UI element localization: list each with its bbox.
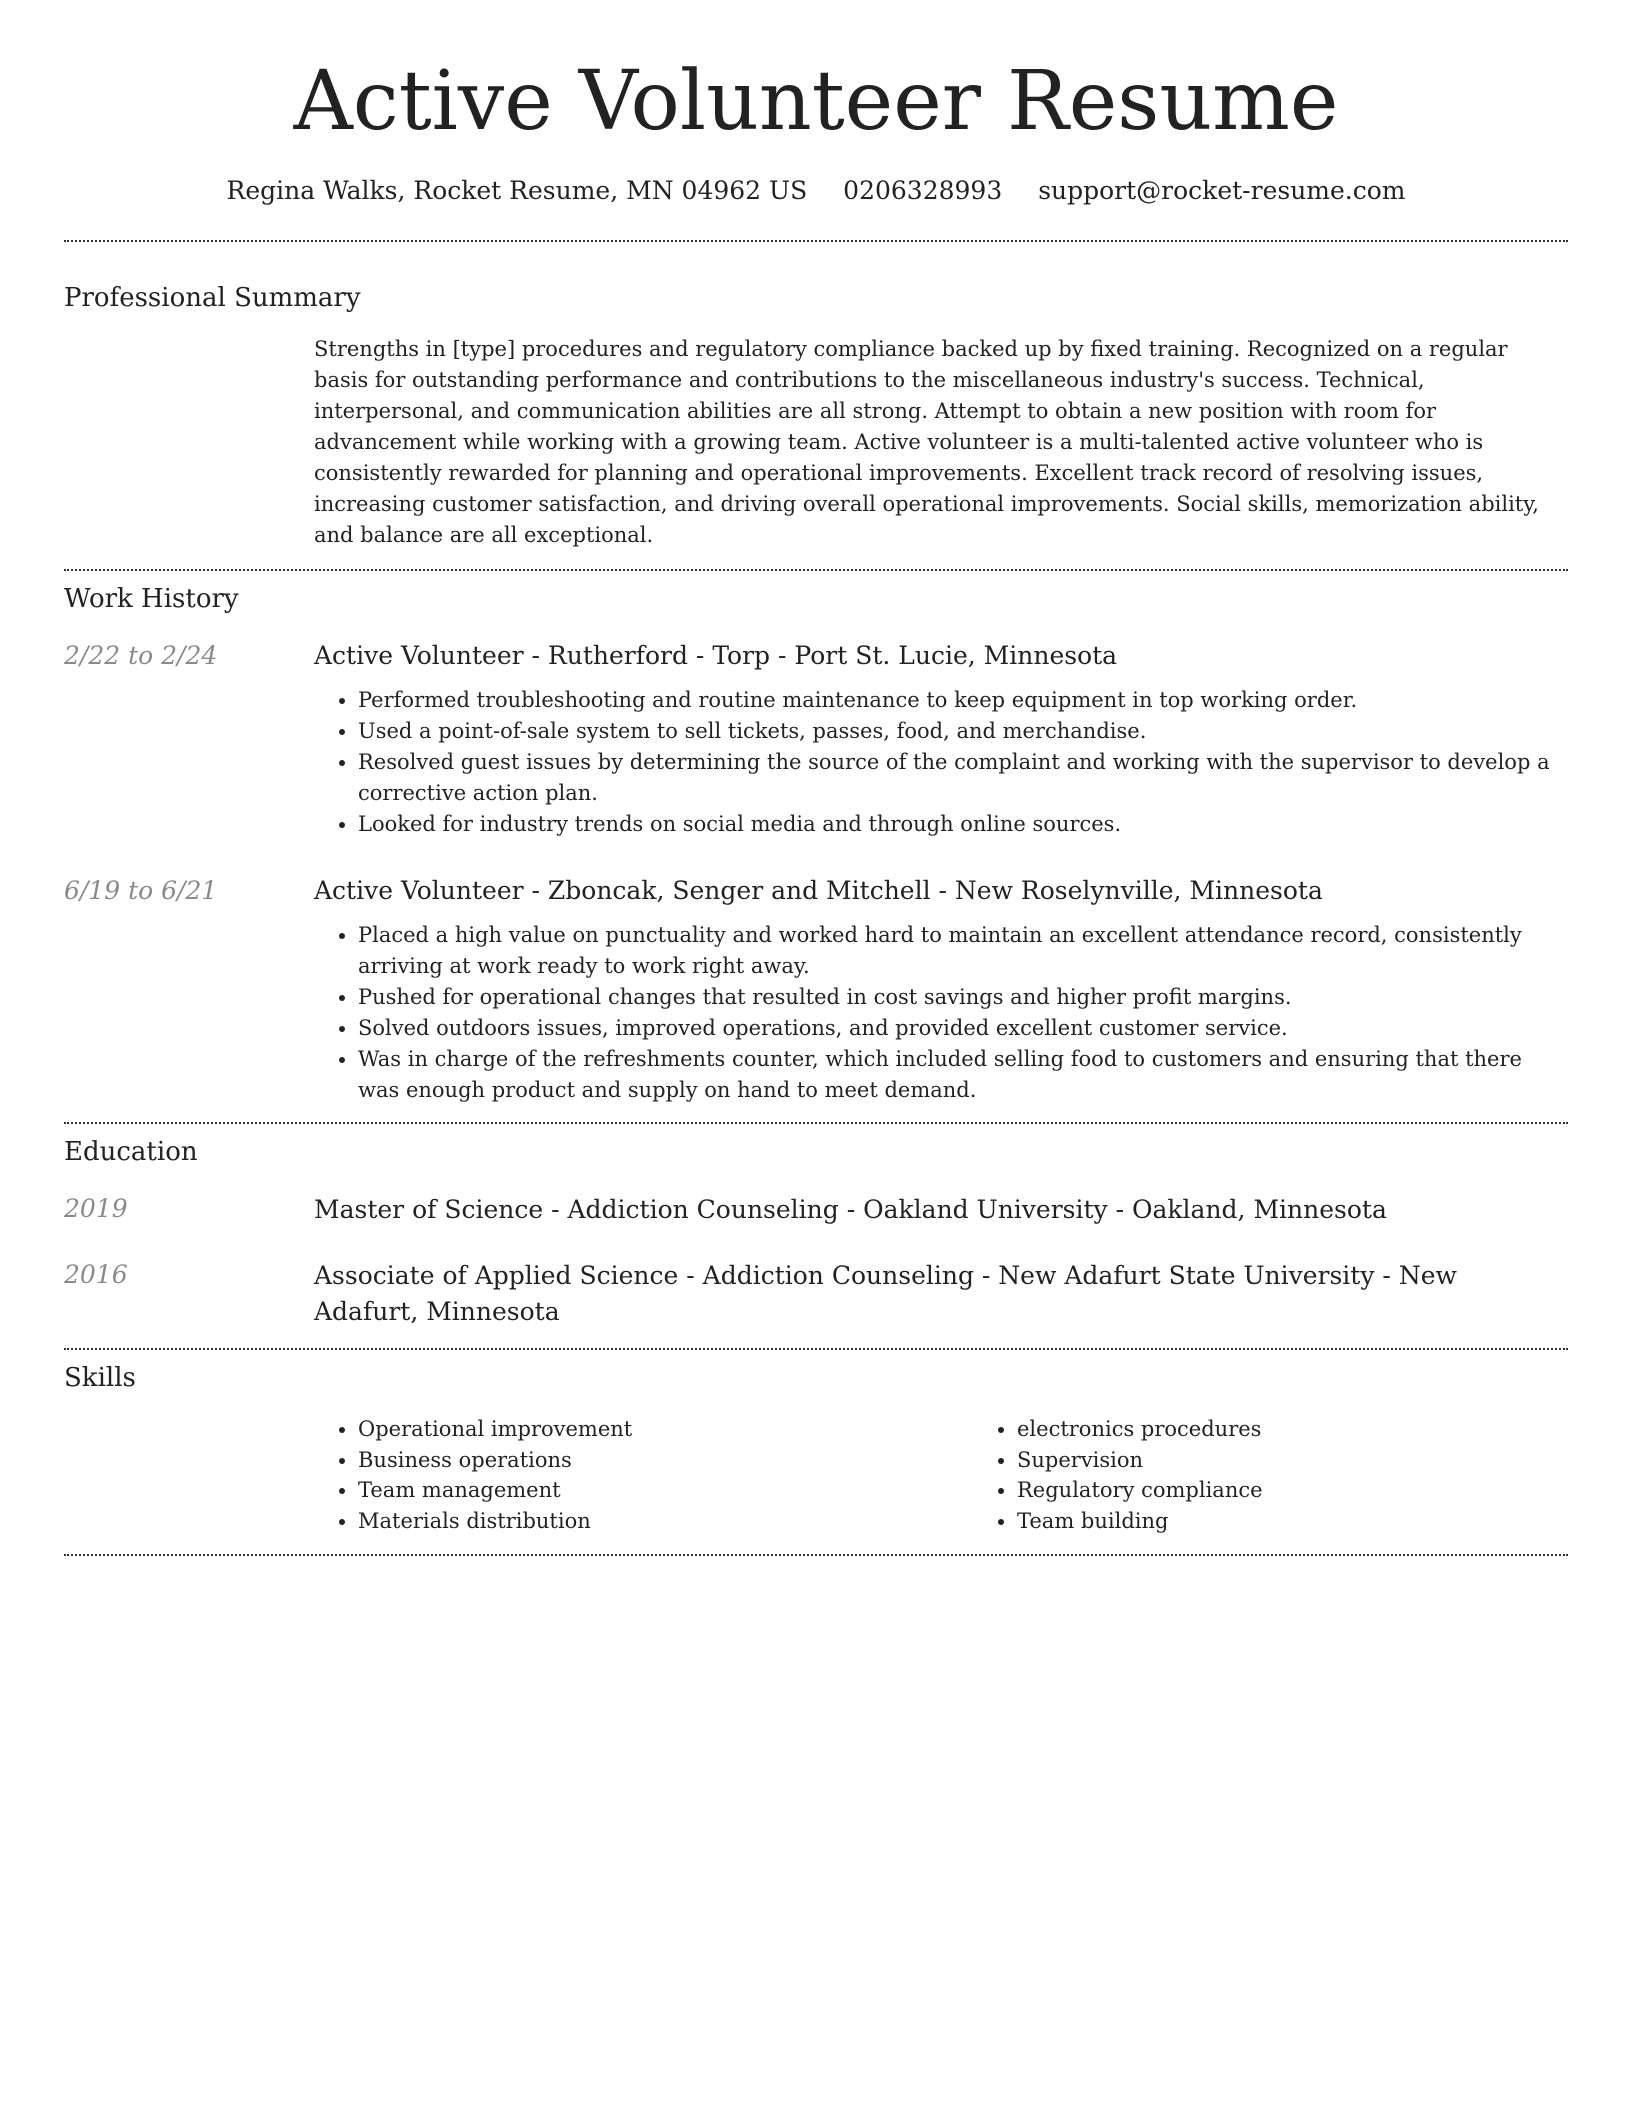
divider (64, 240, 1568, 242)
education-title: Associate of Applied Science - Addiction Counseling - New Adafurt State University - New Adafurt, Minnesota (314, 1261, 1457, 1326)
job-bullet: • Used a point-of-sale system to sell tickets, passes, food, and merchandise. (358, 716, 1568, 747)
summary-text: Strengths in [type] procedures and regulatory compliance backed up by fixed training. Recognized on a regular basis for outstanding performance and contributions to the miscellaneous industry's success. Technical, interpersonal, and communication abilities are all strong. Attempt to obtain a new position with room for advancement while working with a growing team. Active volunteer is a multi-talented active volunteer who is consistently rewarded for planning and operational improvements. Excellent track record of resolving issues, increasing customer satisfaction, and driving overall operational improvements. Social skills, memorization ability, and balance are all exceptional. (314, 337, 1539, 547)
skill-item: • electronics procedures (1017, 1414, 1632, 1445)
skill-item: • Business operations (358, 1445, 973, 1476)
skills-grid (314, 1414, 1632, 1536)
skill-item: • Operational improvement (358, 1414, 973, 1445)
education-entry (64, 1192, 1568, 1228)
work-heading: Work History (64, 584, 239, 614)
job-bullet: • Looked for industry trends on social media and through online sources. (358, 809, 1568, 840)
education-year: 2019 (64, 1194, 128, 1223)
job-dates: 6/19 to 6/21 (64, 876, 218, 905)
skill-item: • Materials distribution (358, 1506, 973, 1537)
divider (64, 1348, 1568, 1350)
contact-email: support@rocket-resume.com (1038, 176, 1406, 205)
job-title: Active Volunteer - Rutherford - Torp - Port St. Lucie, Minnesota (314, 641, 1118, 670)
job-bullet: • Resolved guest issues by determining the source of the complaint and working with the supervisor to develop a corrective action plan. (358, 747, 1568, 809)
education-year: 2016 (64, 1260, 128, 1289)
summary-section (64, 280, 1568, 551)
job-dates: 2/22 to 2/24 (64, 641, 218, 670)
skills-heading: Skills (64, 1363, 136, 1393)
divider (64, 1122, 1568, 1124)
contact-line (64, 174, 1568, 208)
skill-item: • Supervision (1017, 1445, 1632, 1476)
education-entry (64, 1258, 1568, 1330)
skill-item: • Regulatory compliance (1017, 1475, 1632, 1506)
skill-item: • Team management (358, 1475, 973, 1506)
divider (64, 1554, 1568, 1556)
summary-heading: Professional Summary (64, 283, 361, 313)
job-entry (64, 639, 1568, 840)
skill-item: • Team building (1017, 1506, 1632, 1537)
resume-page (64, 0, 1568, 1556)
job-entry (64, 874, 1568, 1106)
skills-section (64, 1360, 1568, 1536)
job-bullets (314, 920, 1568, 1106)
contact-address: Regina Walks, Rocket Resume, MN 04962 US (226, 176, 808, 205)
skills-list-right (973, 1414, 1632, 1536)
education-section (64, 1134, 1568, 1330)
job-bullet: • Solved outdoors issues, improved operations, and provided excellent customer service. (358, 1013, 1568, 1044)
resume-title: Active Volunteer Resume (293, 54, 1339, 149)
job-bullet: • Placed a high value on punctuality and worked hard to maintain an excellent attendance record, consistently arriving at work ready to work right away. (358, 920, 1568, 982)
job-bullet: • Pushed for operational changes that resulted in cost savings and higher profit margins. (358, 982, 1568, 1013)
job-bullet: • Was in charge of the refreshments counter, which included selling food to customers and ensuring that there was enough product and supply on hand to meet demand. (358, 1044, 1568, 1106)
education-title: Master of Science - Addiction Counseling - Oakland University - Oakland, Minnesota (314, 1195, 1387, 1224)
contact-phone: 0206328993 (843, 176, 1003, 205)
divider (64, 569, 1568, 571)
education-heading: Education (64, 1137, 198, 1167)
job-bullet: • Performed troubleshooting and routine maintenance to keep equipment in top working order. (358, 685, 1568, 716)
job-title: Active Volunteer - Zboncak, Senger and Mitchell - New Roselynville, Minnesota (314, 876, 1323, 905)
work-section (64, 581, 1568, 1106)
job-bullets (314, 685, 1568, 840)
skills-list-left (314, 1414, 973, 1536)
